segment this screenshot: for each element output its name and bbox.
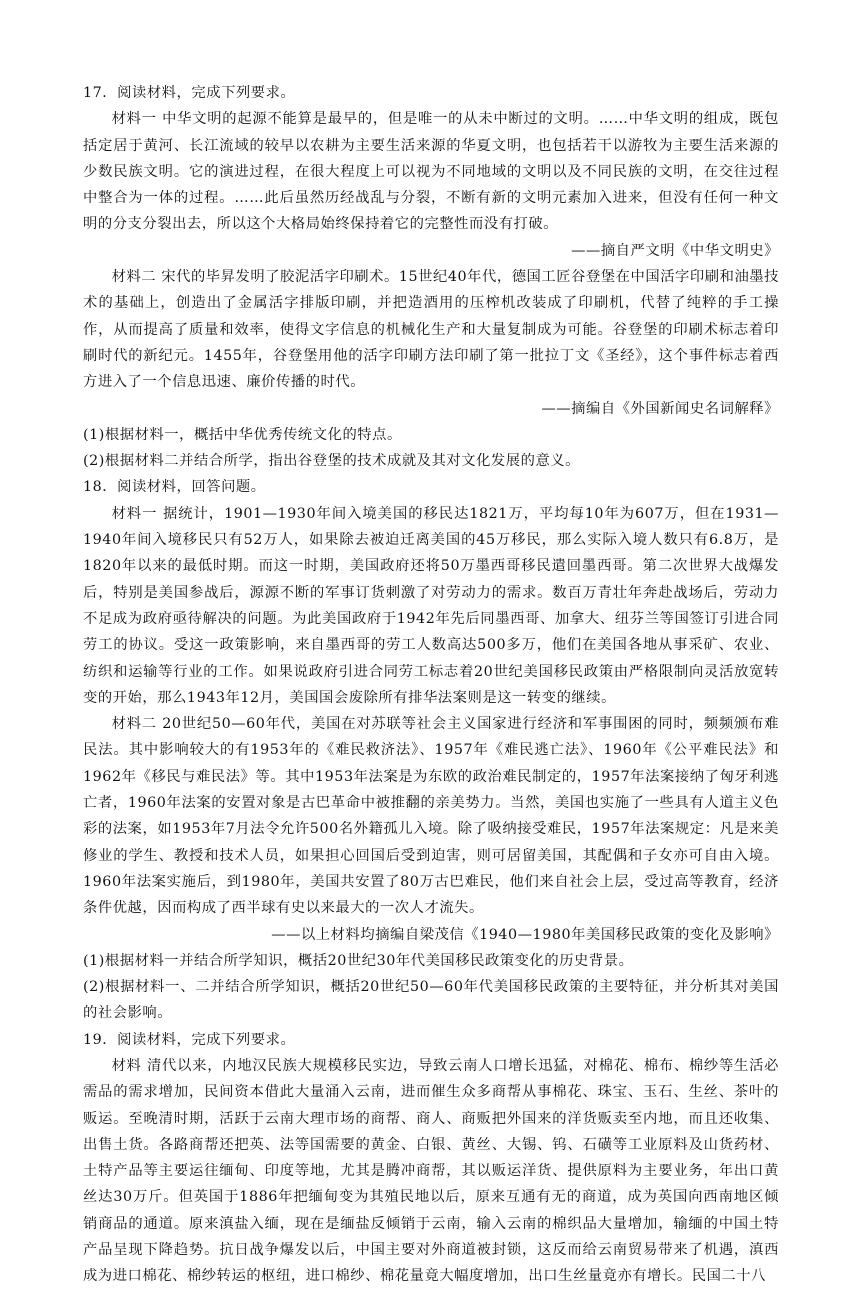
q18-material-2: 材料二 20世纪50—60年代，美国在对苏联等社会主义国家进行经济和军事围困的同时，频频颁布难民法。其中影响较大的有1953年的《难民救济法》、1957年《难民逃亡法》、1960年《公平难民法》和1962年《移民与难民法》等。其中1953年法案是为东欧的政治难民制定的，1957年法案接纳了匈牙利逃亡者，1960年法案的安置对象是古巴革命中被推翻的亲美势力。当然，美国也实施了一些具有人道主义色彩的法案，如1953年7月法令允许500名外籍孤儿入境。除了吸纳接受难民，1957年法案规定：凡是来美修业的学生、教授和技术人员，如果担心回国后受到迫害，则可居留美国，其配偶和子女亦可自由入境。1960年法案实施后，到1980年，美国共安置了80万古巴难民，他们来自社会上层，受过高等教育，经济条件优越，因而构成了西半球有史以来最大的一次人才流失。 bbox=[83, 716, 779, 917]
question-17-title: 17．阅读材料，完成下列要求。 bbox=[83, 85, 296, 101]
q18-source: ——以上材料均摘编自梁茂信《1940—1980年美国移民政策的变化及影响》 bbox=[271, 926, 779, 943]
q18-task-1: (1)根据材料一并结合所学知识，概括20世纪30年代美国移民政策变化的历史背景。 bbox=[83, 952, 634, 969]
q17-task-2: (2)根据材料二并结合所学，指出谷登堡的技术成就及其对文化发展的意义。 bbox=[83, 453, 580, 470]
q18-task-2: (2)根据材料一、二并结合所学知识，概括20世纪50—60年代美国移民政策的主要特征，并分析其对美国的社会影响。 bbox=[83, 979, 779, 1022]
q17-source-1: ——摘自严文明《中华文明史》 bbox=[571, 242, 779, 259]
q17-task-1: (1)根据材料一，概括中华优秀传统文化的特点。 bbox=[83, 426, 402, 443]
question-18-title: 18．阅读材料，回答问题。 bbox=[83, 479, 266, 496]
question-19-title: 19．阅读材料，完成下列要求。 bbox=[83, 1031, 296, 1048]
exam-page bbox=[83, 80, 779, 1290]
q18-material-1: 材料一 据统计，1901—1930年间入境美国的移民达1821万，平均每10年为607万，但在1931—1940年间入境移民只有52万人，如果除去被迫迁离美国的45万移民，那么实际入境人数只有6.8万，是1820年以来的最低时期。而这一时期，美国政府还将50万墨西哥移民遣回墨西哥。第二次世界大战爆发后，特别是美国参战后，源源不断的军事订货刺激了对劳动力的需求。数百万青壮年奔赴战场后，劳动力不足成为政府亟待解决的问题。为此美国政府于1942年先后同墨西哥、加拿大、纽芬兰等国签订引进合同劳工的协议。受这一政策影响，来自墨西哥的劳工人数高达500多万，他们在美国各地从事采矿、农业、纺织和运输等行业的工作。如果说政府引进合同劳工标志着20世纪美国移民政策由严格限制向灵活放宽转变的开始，那么1943年12月，美国国会废除所有排华法案则是这一转变的继续。 bbox=[83, 505, 779, 706]
q17-material-2: 材料二 宋代的毕昇发明了胶泥活字印刷术。15世纪40年代，德国工匠谷登堡在中国活字印刷和油墨技术的基础上，创造出了金属活字排版印刷，并把造酒用的压榨机改装成了印刷机，代替了纯粹的手工操作，从而提高了质量和效率，使得文字信息的机械化生产和大量复制成为可能。谷登堡的印刷术标志着印刷时代的新纪元。1455年，谷登堡用他的活字印刷方法印刷了第一批拉丁文《圣经》，这个事件标志着西方进入了一个信息迅速、廉价传播的时代。 bbox=[83, 269, 779, 391]
q19-material: 材料 清代以来，内地汉民族大规模移民实边，导致云南人口增长迅猛，对棉花、棉布、棉纱等生活必需品的需求增加，民间资本借此大量涌入云南，进而催生众多商帮从事棉花、珠宝、玉石、生丝、茶叶的贩运。至晚清时期，活跃于云南大理市场的商帮、商人、商贩把外国来的洋货贩卖至内地，而且还收集、出售土货。各路商帮还把英、法等国需要的黄金、白银、黄丝、大锡、钨、石磺等工业原料及山货药材、土特产品等主要运往缅甸、印度等地，尤其是腾冲商帮，其以贩运洋货、提供原料为主要业务，年出口黄丝达30万斤。但英国于1886年把缅甸变为其殖民地以后，原来互通有无的商道，成为英国向西南地区倾销商品的通道。原来滇盐入缅，现在是缅盐反倾销于云南，输入云南的棉织品大量增加，输缅的中国土特产品呈现下降趋势。抗日战争爆发以后，中国主要对外商道被封锁，这反而给云南贸易带来了机遇，滇西成为进口棉花、棉纱转运的枢纽，进口棉纱、棉花量竟大幅度增加，出口生丝量竟亦有增长。民国二十八 bbox=[83, 1057, 779, 1285]
q17-source-2: ——摘编自《外国新闻史名词解释》 bbox=[541, 400, 779, 417]
q17-material-1: 材料一 中华文明的起源不能算是最早的，但是唯一的从未中断过的文明。……中华文明的组成，既包括定居于黄河、长江流域的较早以农耕为主要生活来源的华夏文明，也包括若干以游牧为主要生活来源的少数民族文明。它的演进过程，在很大程度上可以视为不同地域的文明以及不同民族的文明，在交往过程中整合为一体的过程。……此后虽然历经战乱与分裂，不断有新的文明元素加入进来，但没有任何一种文明的分支分裂出去，所以这个大格局始终保持着它的完整性而没有打破。 bbox=[83, 111, 779, 233]
